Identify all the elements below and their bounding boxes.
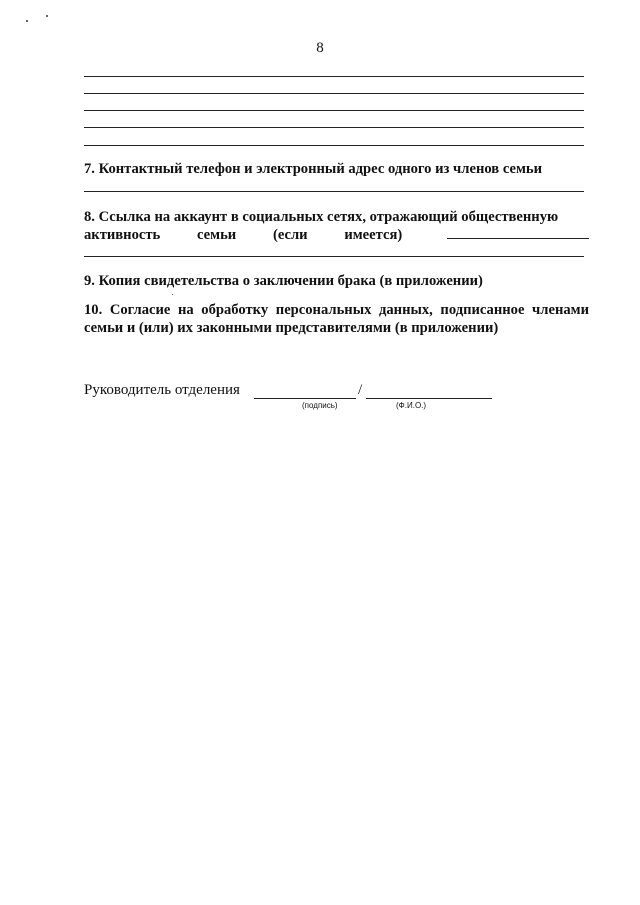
- signature-line[interactable]: [254, 398, 356, 399]
- scan-speck: [46, 15, 48, 17]
- signature-block: [84, 382, 514, 422]
- blank-line-1[interactable]: [84, 76, 584, 77]
- item-8-inline-answer-line[interactable]: [447, 226, 589, 239]
- item-9-text: 9. Копия свидетельства о заключении брака (в приложении): [84, 273, 483, 289]
- item-7-answer-line[interactable]: [84, 191, 584, 192]
- blank-line-4[interactable]: [84, 127, 584, 128]
- item-9: [84, 272, 589, 290]
- item-7-text: 7. Контактный телефон и электронный адрес одного из членов семьи: [84, 161, 543, 177]
- item-8: [84, 208, 589, 244]
- item-7: [84, 160, 589, 178]
- signature-separator: /: [358, 382, 363, 398]
- item-8-word-3: (если: [272, 227, 308, 243]
- item-8-answer-line[interactable]: [84, 256, 584, 257]
- item-10-text: 10. Согласие на обработку персональных данных, подписанное членами семьи и (или) их законными представителями (в приложении): [84, 302, 589, 336]
- signature-caption: (подпись): [302, 401, 338, 410]
- blank-line-2[interactable]: [84, 93, 584, 94]
- blank-line-5[interactable]: [84, 145, 584, 146]
- item-8-line-1: [84, 208, 589, 226]
- name-caption: (Ф.И.О.): [396, 401, 427, 410]
- item-8-word-2: семьи: [197, 227, 237, 243]
- page-number: 8: [316, 40, 324, 56]
- item-10: [84, 301, 589, 337]
- item-8-line-1-text: 8. Ссылка на аккаунт в социальных сетях, отражающий общественную: [84, 209, 559, 225]
- name-line[interactable]: [366, 398, 492, 399]
- signature-label: Руководитель отделения: [84, 382, 240, 398]
- scan-speck: [26, 20, 28, 22]
- item-8-word-4: имеется): [344, 227, 403, 243]
- scan-speck: [172, 294, 173, 295]
- item-8-word-1: активность: [84, 227, 161, 243]
- item-8-line-2: [84, 226, 589, 244]
- blank-line-3[interactable]: [84, 110, 584, 111]
